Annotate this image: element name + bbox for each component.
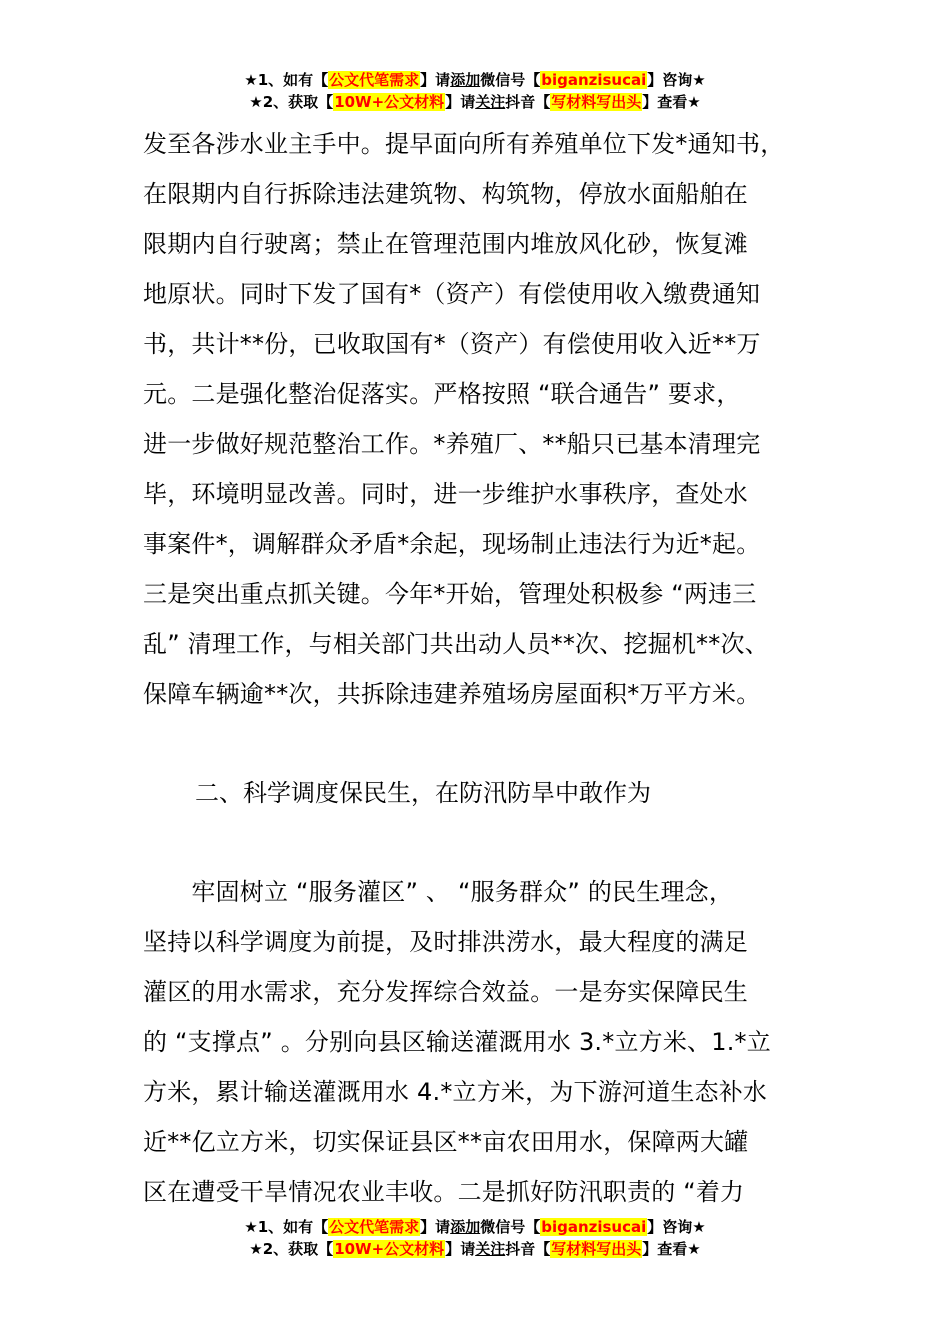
section-heading: 二、科学调度保民生，在防汛防旱中敢作为 [195,779,651,807]
promo-highlight: biganzisucai [541,1218,647,1236]
promo-underlined: 关注 [475,1240,506,1258]
promo-text: 抖音【 [505,93,551,111]
promo-line-1 [0,1216,950,1238]
promo-highlight: 公文代笔需求 [329,1218,420,1236]
text-line: 灌区的用水需求，充分发挥综合效益。一是夯实保障民生 [143,978,748,1006]
promo-text: 】查看★ [642,1240,701,1258]
body-paragraph-2 [143,867,833,1217]
promo-footer [0,1216,950,1260]
text-line: 地原状。同时下发了国有*（资产）有偿使用收入缴费通知 [143,280,761,308]
promo-text: 】请 [420,1218,451,1236]
text-line: 进一步做好规范整治工作。*养殖厂、**船只已基本清理完 [143,430,761,458]
text-line: 的 “支撑点” 。分别向县区输送灌溉用水 3.*立方米、1.*立 [143,1028,771,1056]
text-line: 书，共计**份，已收取国有*（资产）有偿使用收入近**万 [143,330,761,358]
text-line: 乱” 清理工作，与相关部门共出动人员**次、挖掘机**次、 [143,630,769,658]
promo-highlight: 10W+公文材料 [334,1240,445,1258]
promo-underlined: 添加 [450,71,481,89]
promo-highlight: 公文代笔需求 [329,71,420,89]
promo-highlight: 写材料写出头 [551,1240,642,1258]
promo-text: 抖音【 [505,1240,551,1258]
promo-text: ★2、获取【 [249,1240,334,1258]
promo-text: 】请 [445,93,476,111]
promo-highlight: 10W+公文材料 [334,93,445,111]
text-line: 限期内自行驶离；禁止在管理范围内堆放风化砂，恢复滩 [143,230,748,258]
text-line: 事案件*，调解群众矛盾*余起，现场制止违法行为近*起。 [143,530,761,558]
text-line: 保障车辆逾**次，共拆除违建养殖场房屋面积*万平方米。 [143,680,761,708]
text-line: 区在遭受干旱情况农业丰收。二是抓好防汛职责的 “着力 [143,1178,745,1206]
promo-text: 】咨询★ [647,1218,706,1236]
promo-text: 】咨询★ [647,71,706,89]
text-line: 毕，环境明显改善。同时，进一步维护水事秩序，查处水 [143,480,748,508]
text-line: 发至各涉水业主手中。提早面向所有养殖单位下发*通知书， [143,130,785,158]
promo-header [0,69,950,113]
promo-text: ★1、如有【 [244,1218,329,1236]
promo-line-2 [0,91,950,113]
text-line: 元。二是强化整治促落实。严格按照 “联合通告” 要求， [143,380,741,408]
promo-line-2 [0,1238,950,1260]
text-line: 牢固树立 “服务灌区” 、 “服务群众” 的民生理念， [143,878,734,906]
promo-text: 】请 [445,1240,476,1258]
promo-text: ★2、获取【 [249,93,334,111]
promo-highlight: biganzisucai [541,71,647,89]
text-line: 近**亿立方米，切实保证县区**亩农田用水，保障两大罐 [143,1128,749,1156]
promo-underlined: 添加 [450,1218,481,1236]
promo-text: 微信号【 [480,71,541,89]
promo-text: ★1、如有【 [244,71,329,89]
promo-text: 】查看★ [642,93,701,111]
body-paragraph-1 [143,119,833,719]
promo-highlight: 写材料写出头 [551,93,642,111]
text-line: 在限期内自行拆除违法建筑物、构筑物，停放水面船舶在 [143,180,748,208]
text-line: 坚持以科学调度为前提，及时排洪涝水，最大程度的满足 [143,928,748,956]
promo-line-1 [0,69,950,91]
promo-underlined: 关注 [475,93,506,111]
promo-text: 】请 [420,71,451,89]
text-line: 方米，累计输送灌溉用水 4.*立方米，为下游河道生态补水 [143,1078,768,1106]
promo-text: 微信号【 [480,1218,541,1236]
text-line: 三是突出重点抓关键。今年*开始，管理处积极参 “两违三 [143,580,757,608]
